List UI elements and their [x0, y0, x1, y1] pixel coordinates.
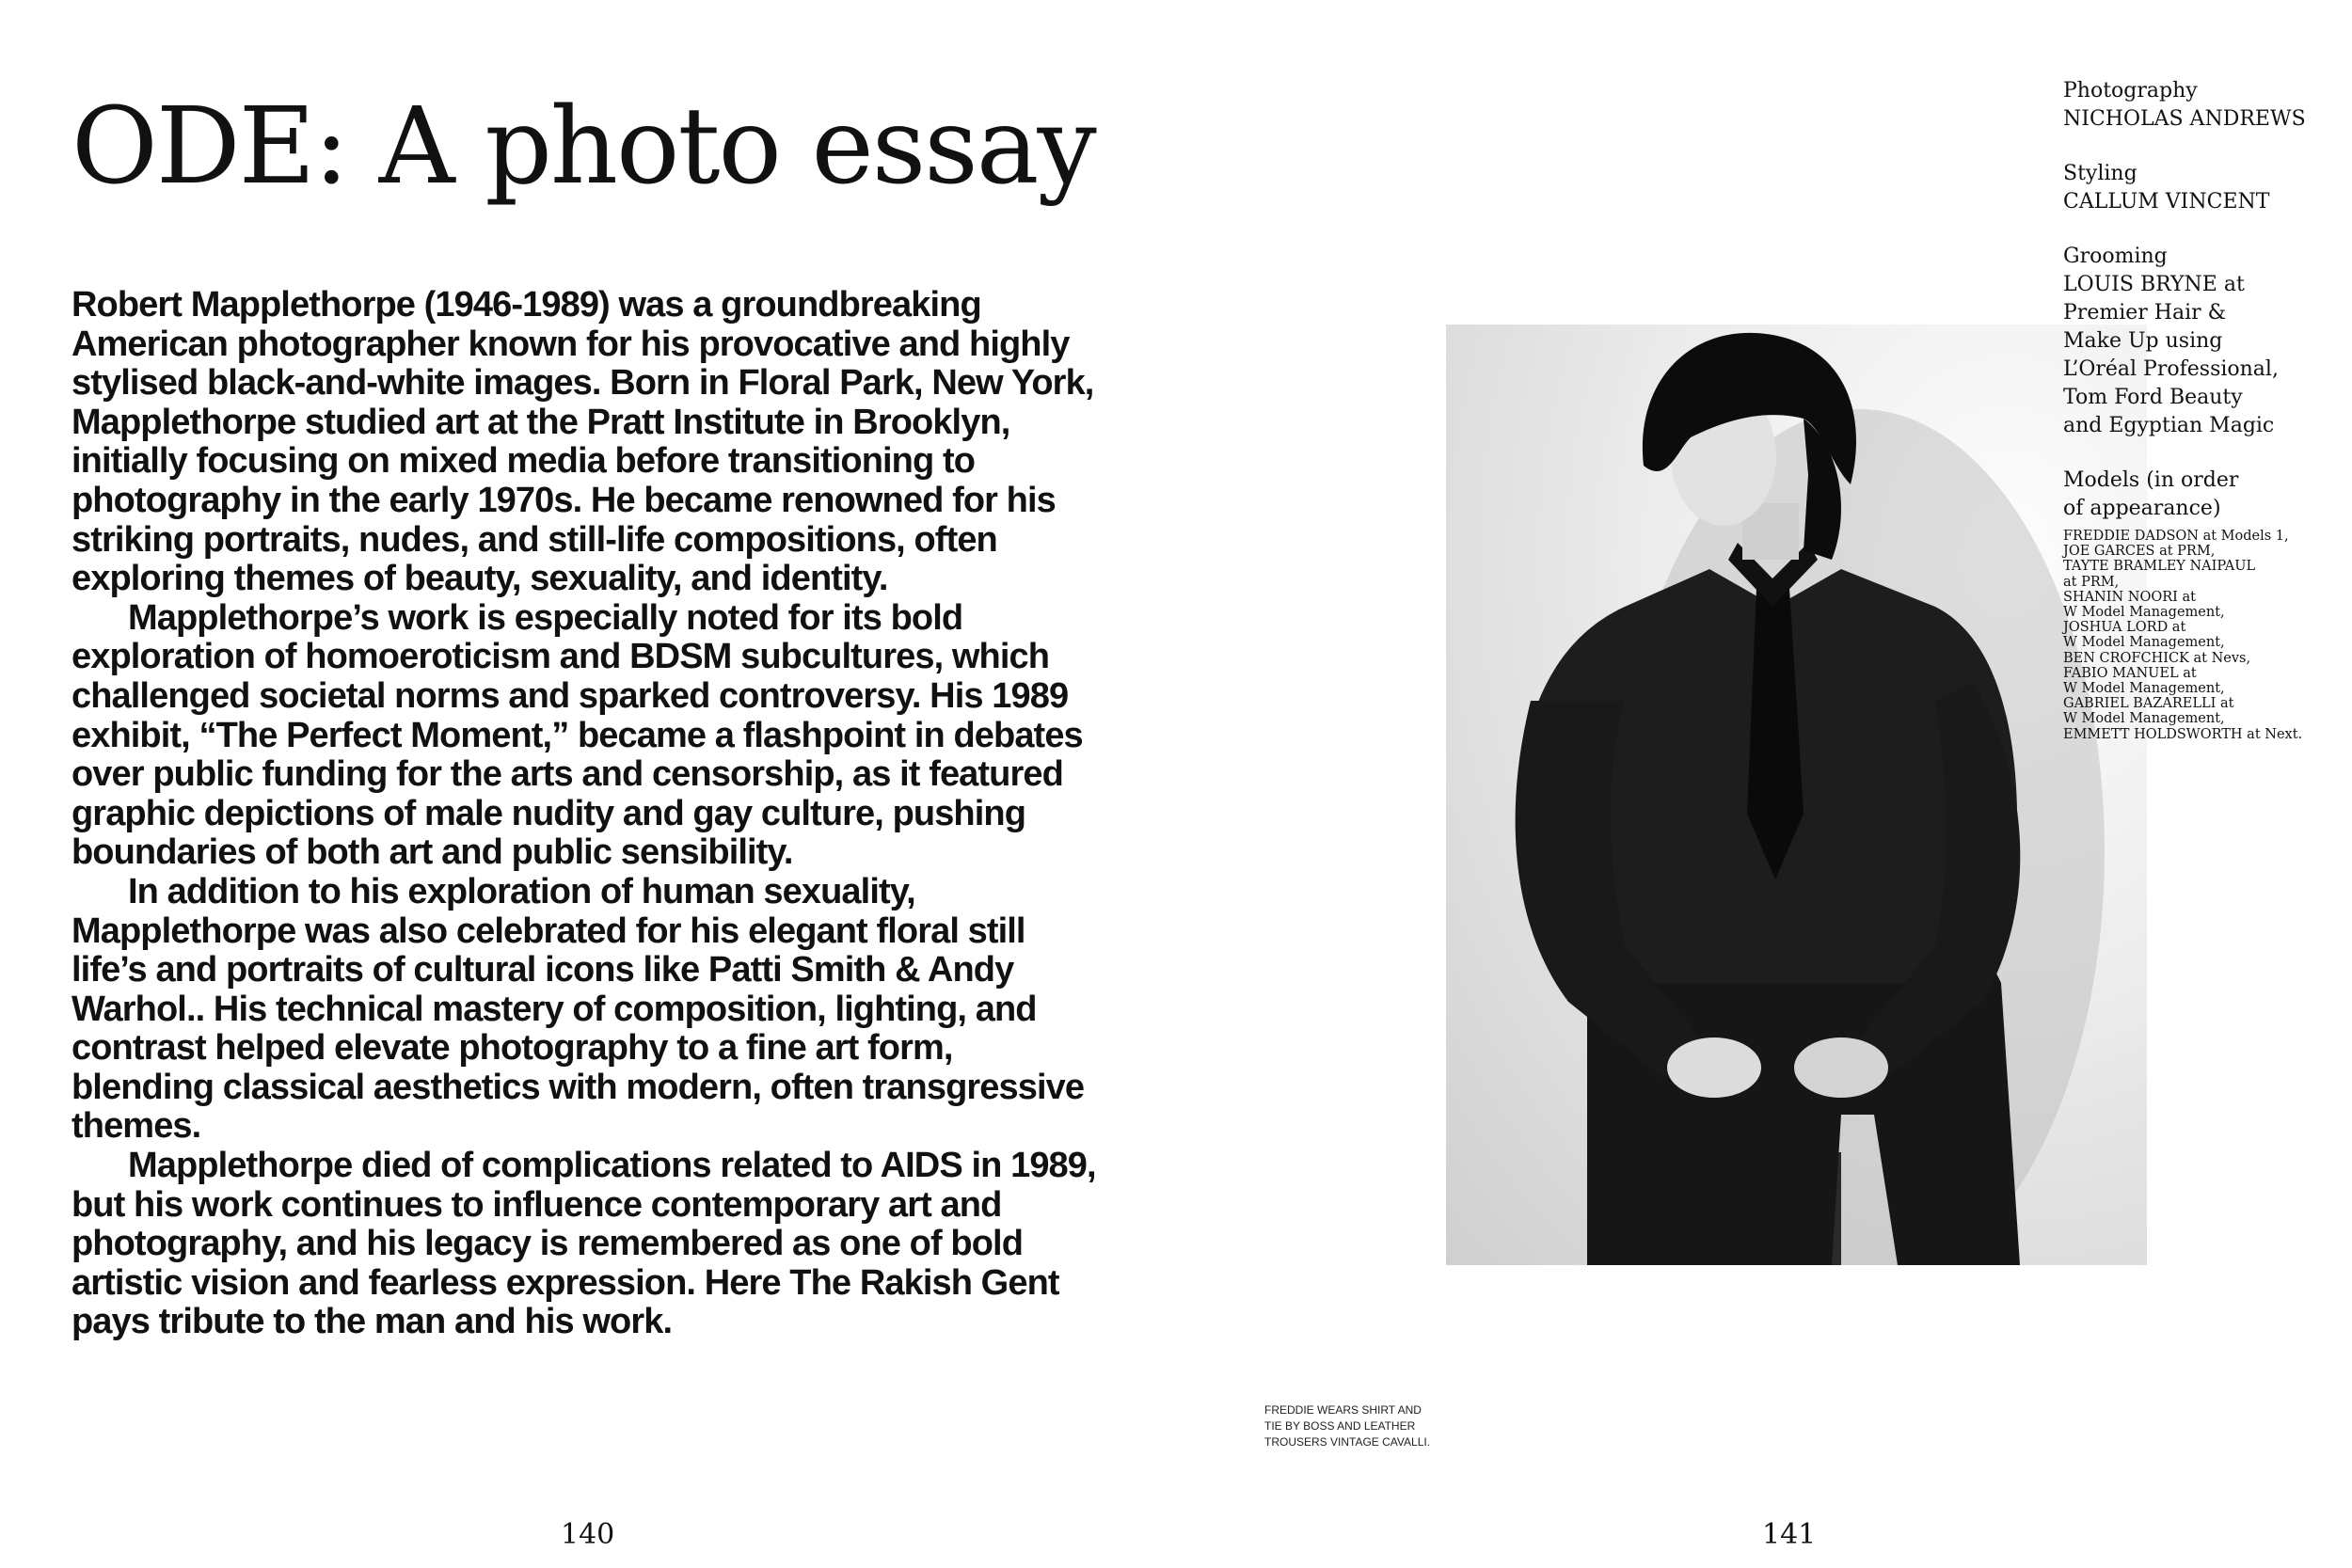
credit-label: Grooming [2063, 245, 2168, 268]
credit-line: and Egyptian Magic [2063, 414, 2275, 437]
credit-line: Premier Hair & [2063, 301, 2227, 325]
paragraph-3: In addition to his exploration of human sexuality, Mapplethorpe was also celebrated for his elegant floral still life’s and portraits of cultural icons like Patti Smith & Andy Warhol.. His technical mastery of composition, lighting, and contrast helped elevate photography to a fine art form, blending classical aesthetics with modern, often transgressive themes. [72, 871, 1085, 1147]
credit-photography [2063, 77, 2345, 134]
credit-line: L’Oréal Professional, [2063, 357, 2279, 381]
model-line: W Model Management, [2063, 711, 2225, 727]
model-line: EMMETT HOLDSWORTH at Next. [2063, 726, 2303, 742]
credit-name: CALLUM VINCENT [2063, 190, 2270, 214]
model-line: BEN CROFCHICK at Nevs, [2063, 650, 2251, 666]
model-line: W Model Management, [2063, 681, 2225, 697]
model-line: W Model Management, [2063, 605, 2225, 621]
credit-styling [2063, 160, 2345, 216]
credit-label: Styling [2063, 162, 2137, 185]
caption-line: FREDDIE WEARS SHIRT AND [1264, 1403, 1422, 1417]
model-line: GABRIEL BAZARELLI at [2063, 696, 2234, 712]
credit-label: of appearance) [2063, 497, 2221, 520]
model-line: FABIO MANUEL at [2063, 665, 2197, 681]
credit-models [2063, 467, 2345, 742]
credit-label: Models (in order [2063, 468, 2239, 492]
photo-caption [1264, 1402, 1443, 1450]
model-line: JOSHUA LORD at [2063, 620, 2186, 636]
credit-line: Tom Ford Beauty [2063, 386, 2243, 409]
model-line: at PRM, [2063, 574, 2120, 590]
credit-grooming [2063, 243, 2345, 440]
paragraph-1: Robert Mapplethorpe (1946-1989) was a groundbreaking American photographer known for his provocative and highly stylised black-and-white images. Born in Floral Park, New York, Mapplethorpe studied art at the Pratt Institute in Brooklyn, initially focusing on mixed media before transitioning to photography in the early 1970s. He became renowned for his striking portraits, nudes, and still-life compositions, often exploring themes of beauty, sexuality, and identity. [72, 285, 1094, 599]
credits-column [2063, 77, 2345, 768]
model-line: SHANIN NOORI at [2063, 589, 2196, 605]
model-line: FREDDIE DADSON at Models 1, [2063, 529, 2289, 544]
paragraph-2: Mapplethorpe’s work is especially noted for its bold exploration of homoeroticism and BDSM subcultures, which challenged societal norms and sparked controversy. His 1989 exhibit, “The Perfect Moment,” became a flashpoint in debates over public funding for the arts and censorship, as it featured graphic depictions of male nudity and gay culture, pushing boundaries of both art and public sensibility. [72, 597, 1083, 873]
model-line: JOE GARCES at PRM, [2063, 544, 2216, 560]
page-number-left: 140 [561, 1518, 615, 1551]
page-number-right: 141 [1762, 1518, 1817, 1551]
model-line: W Model Management, [2063, 635, 2225, 651]
credit-label: Photography [2063, 79, 2198, 103]
model-line: TAYTE BRAMLEY NAIPAUL [2063, 559, 2256, 575]
caption-line: TIE BY BOSS AND LEATHER [1264, 1419, 1416, 1433]
credit-name: NICHOLAS ANDREWS [2063, 107, 2306, 131]
credit-line: Make Up using [2063, 329, 2223, 353]
paragraph-4: Mapplethorpe died of complications related to AIDS in 1989, but his work continues to influence contemporary art and photography, and his legacy is remembered as one of bold artistic vision and fearless expression. Here The Rakish Gent pays tribute to the man and his work. [72, 1146, 1096, 1342]
article-body [72, 286, 1097, 1342]
page-title: ODE: A photo essay [72, 86, 1095, 208]
credit-name: LOUIS BRYNE at [2063, 273, 2245, 296]
portrait-photo [1446, 325, 2147, 1265]
caption-line: TROUSERS VINTAGE CAVALLI. [1264, 1435, 1431, 1449]
